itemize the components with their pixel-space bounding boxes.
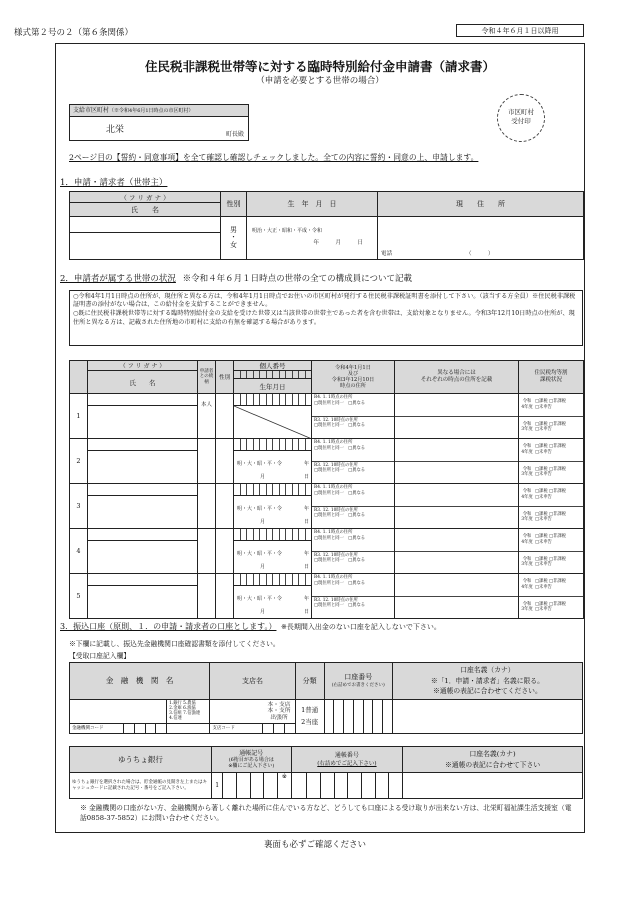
tax-year-label: 令和 4年度: [521, 399, 533, 410]
yucho-symbol-digit-4[interactable]: [250, 773, 264, 799]
applicant-birthdate-input[interactable]: [247, 216, 378, 259]
diff-address-line[interactable]: [395, 484, 518, 506]
r3-address-label: R3. 12. 10時点の住所: [314, 597, 358, 603]
yucho-holder-header: [403, 747, 583, 773]
r3-address-label: R3. 12. 10時点の住所: [314, 507, 358, 513]
yucho-symbol-digit-6[interactable]: ※: [278, 773, 292, 799]
day-unit: 日: [303, 519, 309, 525]
diff-address-line[interactable]: [395, 551, 518, 574]
household-row-number: 1: [70, 394, 88, 439]
year-unit: 年: [303, 461, 309, 467]
account-type-header: 分類: [295, 663, 324, 700]
yucho-number-spacer: [291, 773, 307, 799]
mynumber-header-cells: [234, 371, 312, 379]
branch-type-options: 本・支店 本・支所 出張所: [267, 701, 291, 721]
household-notes-box: [69, 290, 583, 346]
r3-same-check[interactable]: □現住所と同一 □異なる: [314, 603, 366, 609]
section3-heading-note: ※長期間入出金のない口座を記入しないで下さい。: [281, 623, 441, 631]
household-row-number: 3: [70, 484, 88, 529]
effective-date-badge: 令和４年６月１日以降用: [456, 24, 584, 37]
tax-status-options[interactable]: □課税 □非課税 □未申告: [535, 556, 566, 568]
household-mynumber-input[interactable]: [234, 574, 312, 586]
tax-status-options[interactable]: □課税 □非課税 □未申告: [535, 511, 566, 523]
diff-address-line[interactable]: [395, 394, 518, 416]
household-mynumber-input[interactable]: [234, 529, 312, 541]
diff-address-line[interactable]: [395, 439, 518, 461]
yucho-symbol-note: (6桁目がある場合は ※欄にご記入下さい): [228, 757, 275, 770]
household-tax-status: [519, 484, 584, 529]
household-birthdate-input[interactable]: [234, 586, 312, 619]
month-unit: 月: [260, 564, 266, 570]
account-digit-5[interactable]: [363, 699, 373, 734]
month-unit: 月: [260, 519, 266, 525]
section2-heading: 2．申請者が属する世帯の状況: [60, 274, 176, 284]
account-holder-note1: ※「1．申請・請求者」名義に限る。: [430, 676, 544, 685]
household-relation-input[interactable]: [198, 484, 216, 529]
household-furigana-input[interactable]: [88, 439, 198, 451]
r4-address-label: R4. 1. 1時点の住所: [314, 395, 353, 400]
yucho-symbol-digit-2[interactable]: [223, 773, 237, 799]
yucho-symbol-header: [211, 747, 291, 773]
r4-address-label: R4. 1. 1時点の住所: [314, 575, 353, 580]
household-relation-input[interactable]: [198, 574, 216, 619]
account-holder-note2: ※通帳の表記に合わせてください。: [433, 686, 542, 695]
tax-year-label: 令和 4年度: [521, 579, 533, 590]
year-unit: 年: [303, 506, 309, 512]
mynumber-header-digit: [305, 371, 312, 378]
tax-year-label: 令和 3年度: [521, 556, 533, 568]
yucho-symbol-digit-5[interactable]: [264, 773, 278, 799]
yucho-name-header: ゆうちょ銀行: [70, 747, 212, 773]
section3-instruction: ※下欄に記載し、振込先金融機関口座確認書類を添付してください。: [69, 640, 280, 648]
yucho-holder-note: ※通帳の表記に合わせて下さい: [444, 760, 541, 769]
applicant-phone-paren: （ ）: [466, 251, 494, 257]
tax-status-options[interactable]: □課税 □非課税 □未申告: [535, 399, 566, 410]
account-holder-input[interactable]: [392, 699, 582, 734]
r4-same-check[interactable]: □現住所と同一 □異なる: [314, 535, 366, 541]
account-number-header: [324, 663, 392, 700]
household-furigana-header: （ フ リ ガ ナ ）: [88, 361, 198, 371]
applicant-date-units: 年 月 日: [313, 239, 363, 246]
branch-code-digit-3[interactable]: [284, 723, 295, 733]
reception-stamp-area: [497, 94, 545, 142]
applicant-address-input[interactable]: [378, 216, 584, 259]
household-gender-input[interactable]: [216, 574, 234, 619]
tax-status-options[interactable]: □課税 □非課税 □未申告: [535, 534, 566, 545]
household-birthdate-header: 生年月日: [234, 379, 312, 394]
household-tax-status: [519, 574, 584, 619]
bank-type-options: 1.銀行 5.農協 2.金庫 6.漁協 3.信組 7.信漁連 4.信連: [167, 699, 210, 723]
tax-year-label: 令和 4年度: [521, 489, 533, 500]
branch-name-header: 支店名: [210, 663, 295, 700]
birthdate-strikeout: [234, 406, 312, 439]
section2-heading-line: [60, 272, 412, 284]
day-unit: 日: [303, 474, 309, 480]
household-tax-status: [519, 394, 584, 439]
branch-name-input[interactable]: [210, 699, 295, 723]
yucho-symbol-digit-3[interactable]: [237, 773, 251, 799]
r3-same-check[interactable]: □現住所と同一 □異なる: [314, 558, 366, 564]
household-relation-input[interactable]: [198, 529, 216, 574]
diff-address-line[interactable]: [395, 461, 518, 484]
recipient-label: 支給市区町村: [73, 107, 110, 114]
mynumber-digit-box[interactable]: [305, 529, 312, 540]
household-gender-input[interactable]: [216, 529, 234, 574]
form-title: 住民税非課税世帯等に対する臨時特別給付金申請書（請求書）: [144, 59, 495, 74]
tax-status-options[interactable]: □課税 □非課税 □未申告: [535, 444, 566, 455]
household-relation-input[interactable]: 本人: [198, 394, 216, 439]
household-gender-input[interactable]: [216, 484, 234, 529]
yucho-number-note: (右詰めでご記入下さい): [317, 760, 377, 767]
diff-address-line[interactable]: [395, 416, 518, 439]
month-unit: 月: [260, 609, 266, 615]
household-tax-status: [519, 529, 584, 574]
household-mynumber-input[interactable]: [234, 484, 312, 496]
household-gender-input[interactable]: [216, 439, 234, 484]
bottom-note: 裏面も必ずご確認ください: [263, 840, 366, 850]
yucho-holder-input[interactable]: [403, 773, 583, 799]
household-row-number: 5: [70, 574, 88, 619]
r4-same-check[interactable]: □現住所と同一 □異なる: [314, 400, 366, 406]
household-diff-address-header: 異なる場合には それぞれの時点の住所を記載: [395, 361, 519, 394]
diff-address-line[interactable]: [395, 574, 518, 596]
account-digit-4[interactable]: [353, 699, 363, 734]
yucho-holder-title: 口座名義(カナ): [469, 750, 516, 759]
diff-address-line[interactable]: [395, 529, 518, 551]
day-unit: 日: [303, 564, 309, 570]
yucho-symbol-title: 通帳記号: [239, 749, 264, 757]
r3-address-label: R3. 12. 10時点の住所: [314, 417, 358, 423]
household-furigana-input[interactable]: [88, 574, 198, 586]
household-note-1: ○令和4年1月1日時点の住所が、現住所と異なる方は、令和4年1月1日時点でお住いの市区町村が発行する住民税非課税証明書を添付して下さい。（該当する方全員）※住民税非課税証明書の添付がない場合は、この給付金を支給することができません。: [73, 293, 576, 309]
account-holder-header: [392, 663, 582, 700]
yucho-number-digit-5[interactable]: [362, 773, 376, 799]
r4-same-check[interactable]: □現住所と同一 □異なる: [314, 445, 366, 451]
section1-heading: 1．申請・請求者（世帯主）: [60, 178, 168, 188]
account-number-note: (右詰めでお書きください): [331, 682, 385, 688]
applicant-table: [69, 191, 584, 260]
household-no-header: [70, 361, 88, 394]
era-options: 明・大・昭・平・令: [237, 551, 283, 557]
r4-address-label: R4. 1. 1時点の住所: [314, 530, 353, 535]
household-relation-input[interactable]: [198, 439, 216, 484]
era-options: 明・大・昭・平・令: [237, 506, 283, 512]
household-birthdate-input[interactable]: [234, 451, 312, 484]
bank-code-digit-2[interactable]: [134, 723, 145, 733]
r4-same-check[interactable]: □現住所と同一 □異なる: [314, 490, 366, 496]
household-address-status: [312, 529, 395, 574]
tax-status-options[interactable]: □課税 □非課税 □未申告: [535, 601, 566, 613]
household-diff-address-input[interactable]: [395, 394, 519, 439]
household-address-status: [312, 484, 395, 529]
account-number-title: 口座番号: [344, 672, 373, 681]
household-diff-address-input[interactable]: [395, 484, 519, 529]
household-furigana-input[interactable]: [88, 529, 198, 541]
day-unit: 日: [303, 609, 309, 615]
household-relation-header: 申請者との続柄: [198, 361, 216, 394]
applicant-furigana-input[interactable]: [70, 216, 221, 232]
branch-code-digit-2[interactable]: [274, 723, 285, 733]
household-row-number: 4: [70, 529, 88, 574]
tax-year-label: 令和 3年度: [521, 511, 533, 523]
tax-status-options[interactable]: □課税 □非課税 □未申告: [535, 489, 566, 500]
tax-year-label: 令和 3年度: [521, 466, 533, 478]
tax-year-label: 令和 3年度: [521, 601, 533, 613]
household-diff-address-input[interactable]: [395, 529, 519, 574]
stamp-line2: 受付印: [511, 117, 531, 126]
household-gender-input[interactable]: [216, 394, 234, 439]
form-subtitle: （申請を必要とする世帯の場合）: [256, 76, 384, 86]
household-mynumber-input[interactable]: [234, 439, 312, 451]
household-diff-address-input[interactable]: [395, 574, 519, 619]
household-mynumber-header: 個人番号: [234, 361, 312, 371]
bank-name-header: 金 融 機 関 名: [70, 663, 210, 700]
tax-status-options[interactable]: □課税 □非課税 □未申告: [535, 466, 566, 478]
tax-year-label: 令和 4年度: [521, 444, 533, 455]
recipient-suffix: 町長殿: [225, 131, 244, 138]
bank-code-digit-1[interactable]: [123, 723, 134, 733]
applicant-gender-header: 性別: [221, 192, 247, 217]
bank-code-digit-3[interactable]: [145, 723, 156, 733]
r4-address-label: R4. 1. 1時点の住所: [314, 440, 353, 445]
yucho-instruction: ゆうちょ銀行を選択された場合は、貯金通帳の見開き左上またはキャッシュカードに記載された記号・番号をご記入下さい。: [70, 773, 212, 799]
diff-address-line[interactable]: [395, 506, 518, 529]
r4-address-label: R4. 1. 1時点の住所: [314, 485, 353, 490]
bank-account-table: [69, 662, 583, 734]
bank-code-label: 金融機関コード: [70, 723, 124, 733]
birthdate-strikeout-line: [234, 406, 312, 439]
month-unit: 月: [260, 474, 266, 480]
mynumber-digit-box[interactable]: [305, 574, 312, 585]
section3-heading-line: [60, 621, 441, 632]
r3-address-label: R3. 12. 10時点の住所: [314, 552, 358, 558]
consent-statement: 2ページ目の【誓約・同意事項】を全て確認し確認しチェックしました。全ての内容に誓約・同意の上、申請します。: [69, 153, 479, 162]
year-unit: 年: [303, 551, 309, 557]
era-options: 明・大・昭・平・令: [237, 461, 283, 467]
applicant-gender-select[interactable]: 男 ・ 女: [221, 216, 247, 259]
household-furigana-input[interactable]: [88, 394, 198, 406]
diff-address-line[interactable]: [395, 596, 518, 619]
account-type-select[interactable]: 1普通 2当座: [295, 699, 324, 734]
stamp-line1: 市区町村: [508, 108, 534, 116]
section2-heading-note: ※令和４年６月１日時点の世帯の全ての構成員について記載: [182, 274, 412, 284]
era-options: 明・大・昭・平・令: [237, 596, 283, 602]
mynumber-digit-box[interactable]: [305, 439, 312, 450]
yucho-number-digit-6[interactable]: [375, 773, 389, 799]
yucho-number-digit-1[interactable]: [307, 773, 321, 799]
section3-heading: 3．振込口座（原則、１．の申請・請求者の口座とします。）: [60, 622, 277, 631]
year-unit: 年: [303, 596, 309, 602]
applicant-birthdate-header: 生 年 月 日: [247, 192, 378, 217]
tax-year-label: 令和 3年度: [521, 421, 533, 433]
bank-name-input[interactable]: [70, 699, 167, 723]
account-digit-2[interactable]: [334, 699, 344, 734]
applicant-furigana-header: （ フ リ ガ ナ ）: [70, 192, 221, 203]
household-name-header: 氏 名: [88, 371, 198, 394]
household-furigana-input[interactable]: [88, 484, 198, 496]
applicant-name-input[interactable]: [70, 232, 221, 259]
yucho-number-digit-7[interactable]: [389, 773, 403, 799]
applicant-name-header: 氏 名: [70, 203, 221, 217]
household-tax-status: [519, 439, 584, 484]
account-digit-3[interactable]: [344, 699, 354, 734]
household-row-number: 2: [70, 439, 88, 484]
r3-same-check[interactable]: □現住所と同一 □異なる: [314, 423, 366, 429]
branch-code-digit-1[interactable]: [263, 723, 274, 733]
household-name-input[interactable]: [88, 586, 198, 619]
section3-form-label: 【受取口座記入欄】: [69, 652, 131, 660]
r3-same-check[interactable]: □現住所と同一 □異なる: [314, 513, 366, 519]
branch-code-label: 支店コード: [210, 723, 263, 733]
applicant-phone-label: 電話: [381, 251, 393, 257]
household-name-input[interactable]: [88, 541, 198, 574]
account-digit-6[interactable]: [373, 699, 383, 734]
household-address-header: 令和4年1月1日 及び 令和3年12月10日 時点の住所: [312, 361, 395, 394]
household-name-input[interactable]: [88, 406, 198, 439]
applicant-address-header: 現 住 所: [378, 192, 584, 217]
bank-code-digit-4[interactable]: [156, 723, 167, 733]
recipient-label-note: （※令和4年6月1日時点の市区町村）: [109, 108, 194, 114]
household-note-2: ○既に住民税非課税世帯等に対する臨時特別給付金の支給を受けた世帯又は当該世帯の世帯主であった者を含む世帯は、支給対象となりません。令和3年12月10日時点の住所が、現住所と異なる方は、記載された住所地の市町村に支給の有無を確認する場合があります。: [73, 310, 575, 326]
household-table: [69, 360, 584, 619]
bank-code-spacer: [167, 723, 210, 733]
household-name-input[interactable]: [88, 451, 198, 484]
yucho-number-header: [291, 747, 402, 773]
yucho-table: [69, 746, 583, 799]
section3-footer-note: ※ 金融機関の口座がない方、金融機関から著しく離れた場所に住んでいる方など、どうしても口座による受け取りが出来ない方は、北栄町福祉課生活支援室（電話0858-37-5852）にお問い合わせください。: [80, 804, 572, 822]
household-address-status: [312, 574, 395, 619]
household-birthdate-input[interactable]: [234, 406, 312, 439]
household-mynumber-input[interactable]: [234, 394, 312, 406]
account-holder-title: 口座名義（カナ）: [460, 666, 515, 675]
household-address-status: [312, 439, 395, 484]
household-name-input[interactable]: [88, 496, 198, 529]
mynumber-digit-box[interactable]: [305, 484, 312, 495]
r3-address-label: R3. 12. 10時点の住所: [314, 462, 358, 468]
yucho-number-title: 通帳番号: [334, 751, 359, 759]
form-number: 様式第２号の２（第６条関係）: [14, 28, 134, 38]
r4-same-check[interactable]: □現住所と同一 □異なる: [314, 580, 366, 586]
household-birthdate-input[interactable]: [234, 541, 312, 574]
yucho-symbol-digit-fixed: 1: [211, 773, 223, 799]
account-digit-1[interactable]: [324, 699, 334, 734]
household-diff-address-input[interactable]: [395, 439, 519, 484]
tax-year-label: 令和 4年度: [521, 534, 533, 545]
account-digit-7[interactable]: [382, 699, 392, 734]
tax-status-options[interactable]: □課税 □非課税 □未申告: [535, 421, 566, 433]
r3-same-check[interactable]: □現住所と同一 □異なる: [314, 468, 366, 474]
household-tax-header: 住民税均等割 課税状況: [519, 361, 584, 394]
yucho-number-digit-2[interactable]: [321, 773, 335, 799]
household-address-status: [312, 394, 395, 439]
recipient-box: [69, 104, 249, 141]
yucho-number-digit-3[interactable]: [334, 773, 348, 799]
household-gender-header: 性別: [216, 361, 234, 394]
yucho-number-digit-4[interactable]: [348, 773, 362, 799]
recipient-town[interactable]: 北栄: [106, 125, 125, 135]
applicant-era-options: 明治・大正・昭和・平成・令和: [252, 227, 323, 234]
household-birthdate-input[interactable]: [234, 496, 312, 529]
mynumber-digit-box[interactable]: [305, 394, 312, 405]
tax-status-options[interactable]: □課税 □非課税 □未申告: [535, 579, 566, 590]
